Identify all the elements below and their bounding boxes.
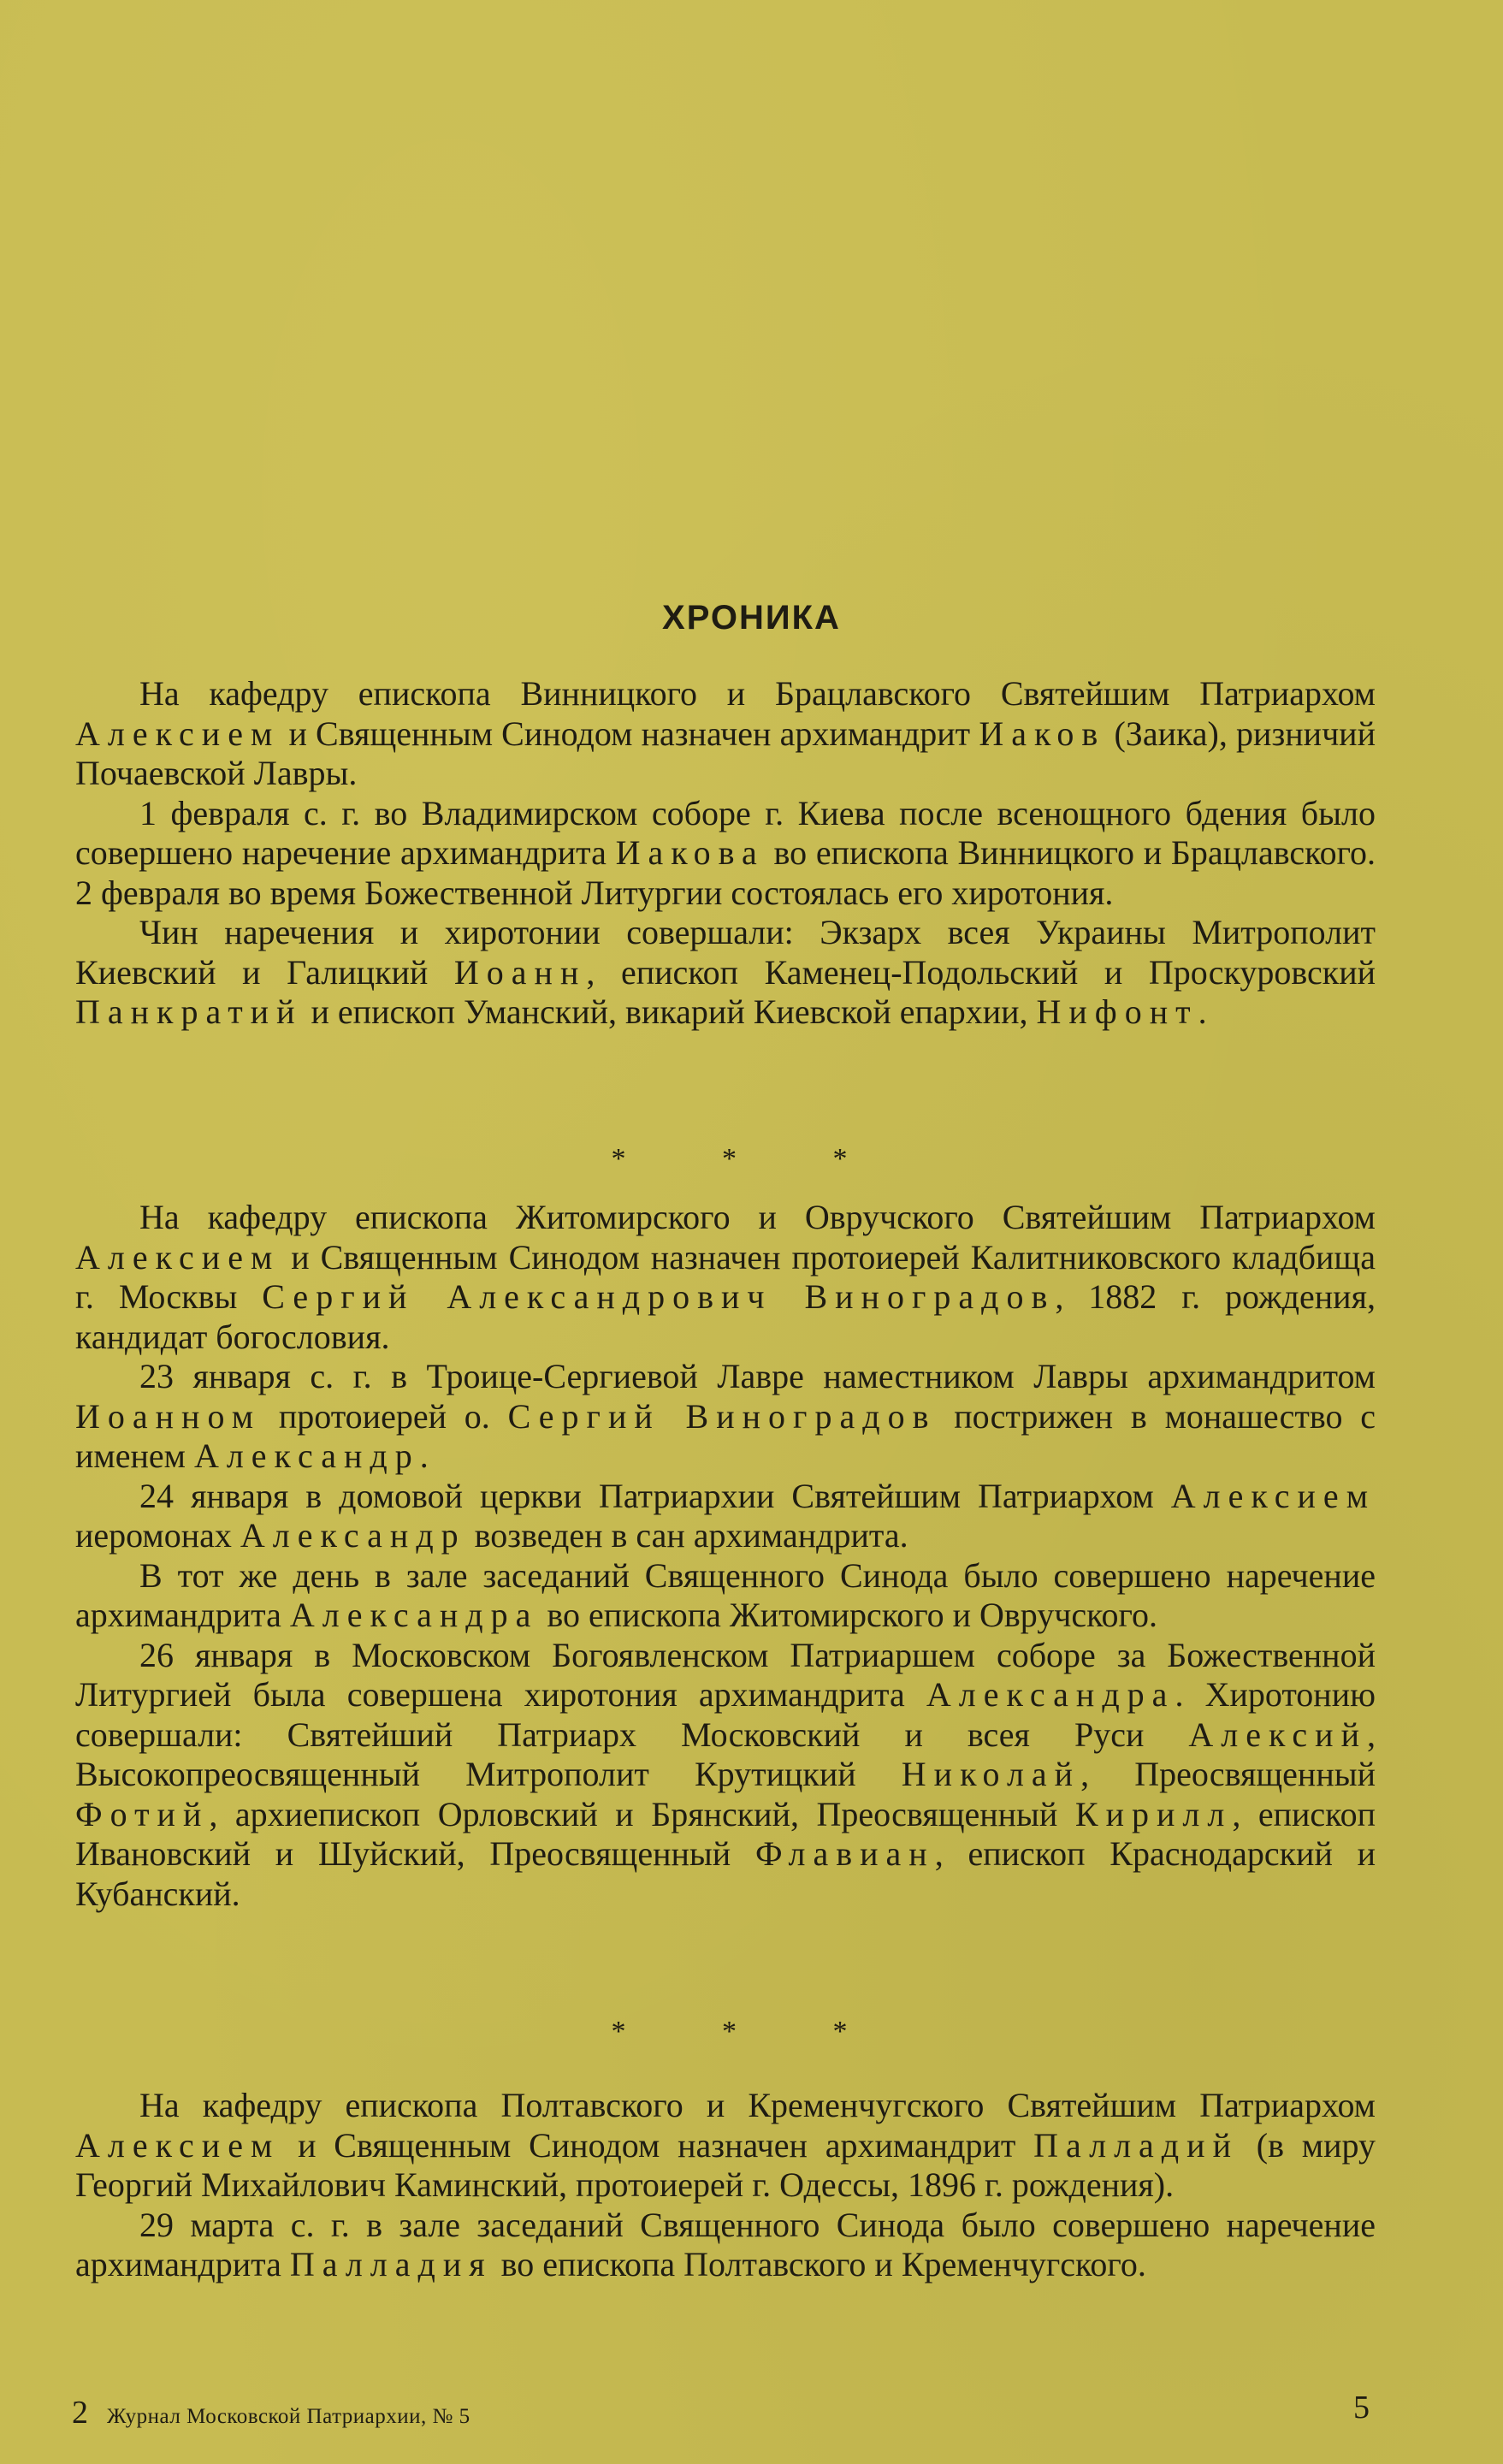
chronicle-section-poltava	[75, 2086, 1376, 2285]
chronicle-paragraph	[75, 2086, 1376, 2206]
section-separator: * * *	[611, 2016, 892, 2047]
spaced-name: Флавиан	[754, 1834, 935, 1873]
spaced-name: Алексием	[75, 714, 281, 753]
paragraph-text: На кафедру епископа Винницкого и Брацлавского Святейшим Патриархом	[139, 674, 1376, 713]
spaced-name: Панкратий	[75, 992, 303, 1031]
paragraph-text: протоиерей о.	[261, 1396, 508, 1436]
chronicle-paragraph	[75, 1477, 1376, 1556]
spaced-name: Иакова	[615, 833, 765, 872]
paragraph-text: , архиепископ Орловский и Брянский, Преосвященный	[209, 1794, 1075, 1833]
paragraph-text: .	[419, 1436, 429, 1475]
paragraph-text: (Заика), ризничий Почаевской Лавры.	[75, 714, 1376, 792]
spaced-name: Иаков	[979, 714, 1106, 753]
chronicle-paragraph	[75, 1357, 1376, 1477]
chronicle-paragraph	[75, 1556, 1376, 1636]
paragraph-text: 23 января с. г. в Троице-Сергиевой Лавре наместником Лавры архимандритом	[139, 1357, 1376, 1395]
chronicle-paragraph	[75, 2206, 1376, 2285]
spaced-name: Фотий	[75, 1794, 210, 1833]
paragraph-text: 1 февраля с. г. во Владимирском соборе г. Киева после всенощного бдения было совершено наречение архимандрита	[75, 793, 1376, 872]
spaced-name: Нифонт	[1036, 992, 1198, 1031]
spaced-name: Алексий	[1188, 1715, 1367, 1754]
paragraph-text: 29 марта с. г. в зале заседаний Священного Синода было совершено наречение архимандрита	[75, 2205, 1376, 2283]
paragraph-text: и Священным Синодом назначен архимандрит	[280, 714, 979, 753]
spaced-name: Сергий Виноградов	[507, 1396, 937, 1436]
paragraph-text: На кафедру епископа Полтавского и Кременчугского Святейшим Патриархом	[139, 2086, 1376, 2124]
spaced-name: Александр	[193, 1436, 420, 1475]
spaced-name: Сергий Александрович Виноградов	[262, 1277, 1056, 1316]
paragraph-text: .	[1198, 992, 1207, 1031]
paragraph-text: возведен в сан архимандрита.	[465, 1516, 908, 1555]
chronicle-paragraph	[75, 674, 1376, 794]
paragraph-text: , 1882 г. рождения, кандидат богословия.	[75, 1277, 1376, 1356]
paragraph-text: Чин наречения и хиротонии совершали: Экзарх всея Украины Митрополит Киевский и Галицкий	[75, 913, 1376, 992]
paragraph-text: пострижен в монашество с именем	[75, 1396, 1376, 1475]
section-separator: * * *	[611, 1143, 892, 1175]
page-footer	[72, 2394, 470, 2431]
page-title: ХРОНИКА	[662, 599, 841, 637]
paragraph-text: , епископ Ивановский и Шуйский, Преосвященный	[75, 1794, 1376, 1873]
paragraph-text: 26 января в Московском Богоявленском Патриаршем соборе за Божественной Литургией была совершена хиротония архимандрита	[75, 1635, 1376, 1714]
spaced-name: Палладий	[1033, 2125, 1239, 2165]
paragraph-text: во епископа Полтавского и Кременчугского.	[492, 2245, 1146, 2283]
chronicle-paragraph	[75, 1636, 1376, 1915]
chronicle-section-zhitomir	[75, 1198, 1376, 1914]
chronicle-paragraph	[75, 1198, 1376, 1357]
paragraph-text: во епископа Винницкого и Брацлавского. 2 февраля во время Божественной Литургии состоялась его хиротония.	[75, 833, 1376, 912]
paragraph-text: , Преосвященный	[1080, 1755, 1376, 1793]
paragraph-text: , Высокопреосвященный Митрополит Крутицкий	[75, 1715, 1376, 1793]
spaced-name: Александр	[240, 1516, 466, 1555]
paragraph-text: иеромонах	[75, 1516, 240, 1555]
chronicle-paragraph	[75, 913, 1376, 1033]
spaced-name: Алексием	[1170, 1476, 1376, 1515]
page-number-right: 5	[1353, 2390, 1370, 2426]
spaced-name: Иоанном	[75, 1396, 262, 1436]
paragraph-text: и Священным Синодом назначен протоиерей Калитниковского кладбища г. Москвы	[75, 1237, 1376, 1316]
spaced-name: Алексием	[75, 2125, 281, 2165]
spaced-name: Александра	[926, 1675, 1175, 1714]
spaced-name: Николай	[901, 1755, 1081, 1793]
spaced-name: Палладия	[289, 2245, 493, 2283]
paragraph-text: , епископ Краснодарский и Кубанский.	[75, 1834, 1376, 1913]
spaced-name: Алексием	[75, 1237, 281, 1276]
spaced-name: Кирилл	[1074, 1794, 1233, 1833]
paragraph-text: На кафедру епископа Житомирского и Овручского Святейшим Патриархом	[139, 1198, 1376, 1236]
chronicle-paragraph	[75, 794, 1376, 914]
paragraph-text: (в миру Георгий Михайлович Каминский, протоиерей г. Одессы, 1896 г. рождения).	[75, 2125, 1376, 2204]
paragraph-text: , епископ Каменец-Подольский и Проскуровский	[586, 952, 1376, 992]
spaced-name: Александра	[289, 1596, 539, 1634]
paragraph-text: и Священным Синодом назначен архимандрит	[280, 2125, 1034, 2165]
paragraph-text: и епископ Уманский, викарий Киевской епархии,	[302, 992, 1037, 1031]
paragraph-text: . Хиротонию совершали: Святейший Патриарх Московский и всея Руси	[75, 1675, 1376, 1754]
page-number-left: 2	[72, 2395, 88, 2431]
spaced-name: Иоанн	[453, 952, 587, 992]
paragraph-text: 24 января в домовой церкви Патриархии Святейшим Патриархом	[139, 1476, 1171, 1515]
paragraph-text: во епископа Житомирского и Овручского.	[538, 1596, 1157, 1634]
journal-name: Журнал Московской Патриархии, № 5	[107, 2405, 470, 2428]
paragraph-text: В тот же день в зале заседаний Священного Синода было совершено наречение архимандрита	[75, 1555, 1376, 1634]
chronicle-section-vinnitsa	[75, 674, 1376, 1033]
